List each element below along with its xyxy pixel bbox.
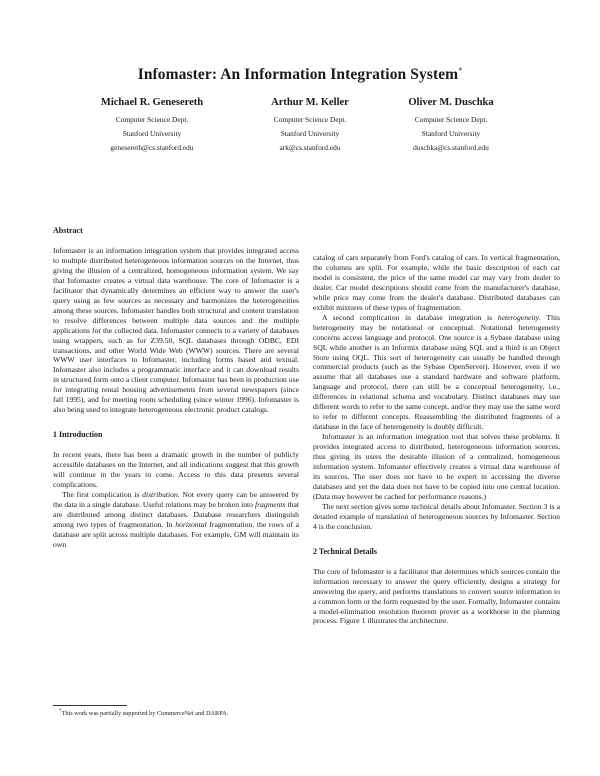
title-text: Infomaster: An Information Integration System	[137, 66, 459, 84]
infomaster-paragraph: Infomaster is an information integration tool that solves these problems. It provides integrated access to distributed, heterogeneous information sources, thus giving its users the desirable illusion of a centralized, homogeneous information system. Infomaster effectively creates a virtual data warehouse of its sources. The user does not have to be expert in accessing the diverse databases and yet the data does not have to be copied into one central location. (Data may however be cached for performance reasons.)	[313, 432, 560, 501]
author-1	[82, 96, 222, 155]
fragmentation-paragraph: catalog of cars separately from Ford's catalog of cars. In vertical fragmentation, the columns are split. For example, while the basic description of each car model is consistent, the price of the same model car may vary from dealer to dealer. Car model descriptions should come from the manufacturer's database, while price may come from the dealer's database. Distributed databases can exhibit mixtures of these types of fragmentation.	[313, 253, 560, 312]
author-name: Oliver M. Duschka	[408, 97, 494, 108]
author-3	[381, 96, 521, 155]
footnote-text: This work was partially supported by CommerceNet and DARPA.	[61, 710, 229, 718]
author-name: Michael R. Genesereth	[100, 97, 204, 108]
author-email: ark@cs.stanford.edu	[279, 143, 341, 152]
author-univ: Stanford University	[280, 129, 340, 138]
outline-paragraph: The next section gives some technical details about Infomaster. Section 3 is a detailed example of translation of heterogeneous sources by Infomaster. Section 4 is the conclusion.	[313, 501, 560, 531]
technical-details-heading: 2 Technical Details	[313, 546, 378, 556]
paper-title	[0, 66, 600, 84]
footnote-rule	[53, 705, 127, 706]
footnote	[53, 708, 299, 718]
author-email: genesereth@cs.stanford.edu	[110, 143, 194, 152]
author-name: Arthur M. Keller	[271, 97, 349, 108]
intro-heading: 1 Introduction	[53, 430, 103, 440]
author-dept: Computer Science Dept.	[414, 115, 488, 124]
heterogeneity-paragraph: A second complication in database integration is heterogeneity. This heterogeneity may be notational or conceptual. Notational heterogeneity concerns access language and protocol. One source is a Sybase database using SQL while another is an Informix database using SQL and a third is an Object Store using OQL. This sort of heterogeneity can usually be handled through commercial products (such as the Sybase OpenServer). However, even if we assume that all databases use a standard hardware and software platform, language and protocol, there can still be a conceptual heterogeneity, i.e., differences in relational schema and vocabulary. Distinct databases may use different words to refer to the same concept, and/or they may use the same word to refer to different concepts. Reassembling the distributed fragments of a database in the face of heterogeneity is doubly difficult.	[313, 312, 560, 432]
title-footnote-mark: *	[458, 66, 463, 75]
abstract-text: Infomaster is an information integration system that provides integrated access to multiple distributed heterogeneous information sources on the Internet, thus giving the illusion of a centralized, homogeneous information system. We say that Infomaster creates a virtual data warehouse. The core of Infomaster is a facilitator that dynamically determines an efficient way to answer the user's query using as few sources as necessary and harmonizes the heterogeneities among these sources. Infomaster handles both structural and content translation to resolve differences between multiple data sources and the multiple applications for the collected data. Infomaster connects to a variety of databases using wrappers, such as for Z39.50, SQL databases through ODBC, EDI transactions, and other World Wide Web (WWW) sources. There are several WWW user interfaces to Infomaster, including forms based and textual. Infomaster also includes a programmatic interface and it can download results in structured form onto a client computer. Infomaster has been in production use for integrating rental housing advertisements from several newspapers (since fall 1995), and for meeting room scheduling (since winter 1996). Infomaster is also being used to integrate heterogeneous electronic product catalogs.	[53, 246, 299, 415]
technical-details-paragraph: The core of Infomaster is a facilitator that determines which sources contain the information necessary to answer the query efficiently, designs a strategy for answering the query, and performs translations to convert source information to a common form or the form requested by the user. Formally, Infomaster contains a model-elimination resolution theorem prover as a workhorse in the planning process. Figure 1 illustrates the architecture.	[313, 566, 560, 626]
author-univ: Stanford University	[421, 129, 481, 138]
author-email: duschka@cs.stanford.edu	[413, 143, 489, 152]
footnote-mark: *	[59, 709, 62, 714]
intro-paragraph-1: In recent years, there has been a dramatic growth in the number of publicly accessible databases on the Internet, and all indications suggest that this growth will continue in the years to come. Access to this data presents several complications.	[53, 450, 299, 490]
abstract-heading: Abstract	[53, 226, 83, 235]
left-column	[53, 226, 299, 550]
right-column	[313, 253, 560, 626]
intro-paragraph-2: The first complication is distribution. Not every query can be answered by the data in a single database. Useful relations may be broken into fragments that are distributed among distinct databases. Database researchers distinguish among two types of fragmentation. In horizontal fragmentation, the rows of a database are split across multiple databases. For example, GM will maintain its own	[53, 490, 299, 549]
author-2	[240, 96, 380, 155]
author-dept: Computer Science Dept.	[273, 115, 347, 124]
author-univ: Stanford University	[122, 129, 182, 138]
author-dept: Computer Science Dept.	[115, 115, 189, 124]
